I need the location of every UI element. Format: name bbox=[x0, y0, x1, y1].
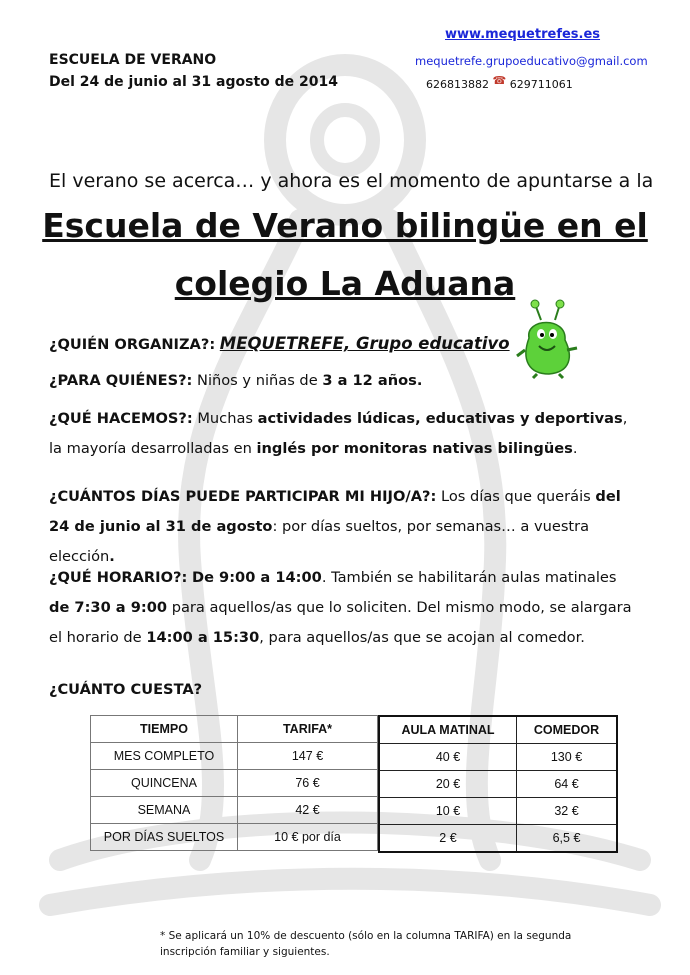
table-cell: 76 € bbox=[238, 770, 378, 797]
header-aula-matinal: AULA MATINAL bbox=[379, 716, 517, 744]
horario-bold3: 14:00 a 15:30 bbox=[146, 629, 260, 646]
horario-text2: para aquellos/as que lo soliciten. Del mismo modo, se alargara el horario de bbox=[49, 599, 632, 646]
school-title: ESCUELA DE VERANO bbox=[49, 52, 217, 68]
table-cell: 32 € bbox=[517, 798, 618, 825]
table-cell: 6,5 € bbox=[517, 825, 618, 853]
que-hacemos-text1: Muchas bbox=[197, 410, 254, 427]
para-quienes-age: 3 a 12 años. bbox=[322, 372, 423, 389]
table-cell: QUINCENA bbox=[91, 770, 238, 797]
phone-1: 626813882 bbox=[426, 78, 489, 91]
para-quienes-paragraph bbox=[49, 366, 639, 396]
table-cell: POR DÍAS SUELTOS bbox=[91, 824, 238, 851]
que-hacemos-bold1: actividades lúdicas, educativas y deportivas bbox=[257, 410, 623, 427]
header-comedor: COMEDOR bbox=[517, 716, 618, 744]
cuantos-dias-bold1: del 24 de junio al 31 de agosto bbox=[49, 488, 621, 535]
que-hacemos-text2: , la mayoría desarrolladas en bbox=[49, 410, 628, 457]
phone-icon: ☎ bbox=[492, 74, 507, 87]
horario-text1: . También se habilitarán aulas matinales bbox=[321, 569, 617, 586]
cuesta-paragraph bbox=[49, 675, 639, 705]
table-cell: 10 € bbox=[379, 798, 517, 825]
table-cell: 130 € bbox=[517, 744, 618, 771]
phone-2: 629711061 bbox=[509, 78, 573, 91]
cuantos-dias-label: ¿CUÁNTOS DÍAS PUEDE PARTICIPAR MI HIJO/A?: bbox=[49, 488, 437, 505]
table-cell: 42 € bbox=[238, 797, 378, 824]
para-quienes-label: ¿PARA QUIÉNES?: bbox=[49, 372, 193, 389]
cuantos-dias-text1: Los días que queráis bbox=[440, 488, 591, 505]
main-title-line2: colegio La Aduana bbox=[174, 264, 516, 303]
horario-paragraph bbox=[49, 563, 639, 653]
price-table-extras bbox=[378, 715, 618, 853]
horario-label: ¿QUÉ HORARIO?: bbox=[49, 569, 188, 586]
email-link[interactable]: mequetrefe.grupoeducativo@gmail.com bbox=[415, 54, 648, 68]
table-cell: 40 € bbox=[379, 744, 517, 771]
cuesta-label: ¿CUÁNTO CUESTA? bbox=[49, 681, 203, 698]
main-title-line1: Escuela de Verano bilingüe en el bbox=[42, 206, 648, 245]
price-table-main bbox=[90, 715, 378, 851]
horario-bold2: de 7:30 a 9:00 bbox=[49, 599, 168, 616]
header-tiempo: TIEMPO bbox=[91, 716, 238, 743]
organiza-value: MEQUETREFE, Grupo educativo bbox=[219, 334, 510, 353]
table-cell: 147 € bbox=[238, 743, 378, 770]
table-cell: 20 € bbox=[379, 771, 517, 798]
horario-text3: , para aquellos/as que se acojan al comedor. bbox=[259, 629, 585, 646]
horario-bold1: De 9:00 a 14:00 bbox=[191, 569, 322, 586]
que-hacemos-bold2: inglés por monitoras nativas bilingües bbox=[256, 440, 573, 457]
phone-numbers bbox=[426, 74, 573, 91]
que-hacemos-paragraph bbox=[49, 404, 639, 464]
table-cell: SEMANA bbox=[91, 797, 238, 824]
cuantos-dias-bold2: . bbox=[109, 548, 115, 565]
para-quienes-text: Niños y niñas de bbox=[197, 372, 318, 389]
header-tarifa: TARIFA* bbox=[238, 716, 378, 743]
cuantos-dias-text2: : por días sueltos, por semanas… a vuestra elección bbox=[49, 518, 590, 565]
que-hacemos-text3: . bbox=[572, 440, 578, 457]
table-cell: 10 € por día bbox=[238, 824, 378, 851]
website-link[interactable]: www.mequetrefes.es bbox=[445, 27, 601, 42]
cuantos-dias-paragraph bbox=[49, 482, 639, 572]
table-cell: 64 € bbox=[517, 771, 618, 798]
table-cell: 2 € bbox=[379, 825, 517, 853]
intro-text: El verano se acerca… y ahora es el momento de apuntarse a la bbox=[49, 170, 654, 192]
organiza-label: ¿QUIÉN ORGANIZA?: bbox=[49, 336, 216, 353]
table-cell: MES COMPLETO bbox=[91, 743, 238, 770]
school-dates: Del 24 de junio al 31 agosto de 2014 bbox=[49, 74, 338, 90]
footnote: * Se aplicará un 10% de descuento (sólo en la columna TARIFA) en la segunda inscripción familiar y siguientes. bbox=[160, 930, 572, 958]
que-hacemos-label: ¿QUÉ HACEMOS?: bbox=[49, 410, 193, 427]
